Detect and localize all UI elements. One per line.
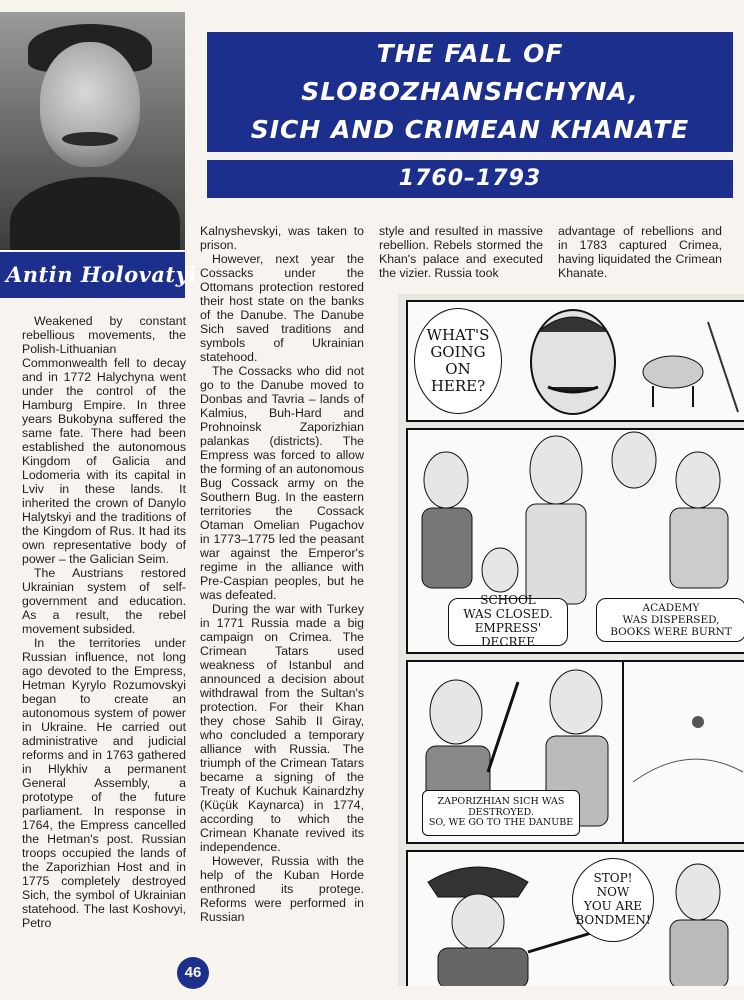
page-number: 46 [177, 957, 209, 989]
bubble-line: WHAT'S [426, 325, 490, 344]
paragraph: style and resulted in massive rebellion. Rebels stormed the Khan's palace and executed the vizier. Russia took [379, 224, 543, 280]
caption-line: WAS DISPERSED, [622, 613, 720, 626]
caption-line: ACADEMY [642, 601, 700, 614]
text-column-2 [200, 224, 364, 940]
caption-line: SO, WE GO TO THE DANUBE [428, 817, 574, 829]
text-column-3 [379, 224, 543, 284]
paragraph: The Austrians restored Ukrainian system of self-government and education. As a result, the rebel movement subsided. [22, 566, 186, 636]
caption-line: EMPRESS' DECREE [474, 621, 542, 649]
caption-line: WAS CLOSED. [463, 607, 553, 622]
bubble-line: GOING [430, 342, 486, 361]
portrait-mustache [62, 132, 118, 146]
date-range: 1760–1793 [207, 160, 733, 198]
paragraph: advantage of rebellions and in 1783 captured Crimea, having liquidated the Crimean Khanate. [558, 224, 722, 280]
bubble-line: YOU ARE [583, 899, 643, 913]
comic-panel-3 [406, 660, 744, 844]
speech-bubble-whats-going-on [414, 308, 502, 414]
portrait-image [0, 12, 185, 250]
caption-academy-dispersed [596, 598, 744, 642]
bubble-line: HERE? [430, 377, 486, 396]
caption-school-closed [448, 593, 568, 649]
bubble-line: NOW [596, 885, 630, 900]
caption-sich-destroyed [422, 790, 580, 836]
title-line-1: THE FALL OF SLOBOZHANSHCHYNA, [301, 39, 639, 106]
text-column-4 [558, 224, 722, 284]
caption-line: BOOKS WERE BURNT [610, 626, 732, 639]
comic-panel-2 [406, 428, 744, 654]
page-title [207, 32, 733, 152]
portrait-collar [10, 177, 180, 250]
paragraph: Kalnyshevskyi, was taken to prison. [200, 224, 364, 252]
paragraph: The Cossacks who did not go to the Danube moved to Donbas and Tavria – lands of Kalmius, Buh-Hard and Prohnoinsk Zaporizhian palankas (districts). The Empress was forced to allow the forming of an autonomous Bug Cossack army on the Southern Bug. In the eastern territories the Cossack Otaman Omelian Pugachov in 1773–1775 led the peasant war against the Emperor's regime in the alliance with Pre-Caspian peoples, but he was defeated. [200, 364, 364, 602]
speech-bubble-stop [572, 858, 654, 942]
paragraph: Weakened by constant rebellious movements, the Polish-Lithuanian Commonwealth fell to decay and in 1772 Halychyna went under the control of the Hamburg Empire. In three years Bukobyna suffered the same fate. There had been established the autonomous Kingdom of Galicia and Lodomeria with its capital in Lviv in these lands. It inherited the crown of Danylo Halytskyi and the traditions of the Kingdom of Rus. It had its own representative body of power – the Galician Seim. [22, 314, 186, 566]
paragraph: During the war with Turkey in 1771 Russia made a big campaign on Crimea. The Crimean Tatars used weakness of Istanbul and announced a decision about withdrawal from the Sultan's protection. For their Khan they chose Sahib II Giray, who concluded a temporary alliance with Russia. The triumph of the Crimean Tatars became a signing of the Treaty of Kuchuk Kainardzhy (Küçük Kaynarca) in 1774, according to which the Crimean Khanate revived its independence. [200, 602, 364, 854]
comic-panel-4 [406, 850, 744, 986]
comic-panel-1 [406, 300, 744, 422]
comic-strip [398, 294, 744, 986]
paragraph: However, Russia with the help of the Kuban Horde enthroned its protege. Reforms were performed in Russian [200, 854, 364, 924]
paragraph: In the territories under Russian influence, not long ago devoted to the Empress, Hetman Kyrylo Rozumovskyi began to create an autonomous system of power in Ukraine. He carried out administrative and judicial reforms and in 1763 gathered in Hlykhiv a permanent General Assembly, a prototype of the future parliament. In response in 1764, the Empress cancelled the Hetman's post. Russian troops occupied the lands of the Zaporizhian Host and in 1775 completely destroyed Sich, the symbol of Ukrainian statehood. The last Koshovyi, Petro [22, 636, 186, 930]
portrait-face [40, 42, 140, 167]
paragraph: However, next year the Cossacks under the Ottomans protection restored their host state on the banks of the Danube. The Danube Sich saved traditions and symbols of Ukrainian statehood. [200, 252, 364, 364]
caption-line: ZAPORIZHIAN SICH WAS [437, 795, 565, 807]
text-column-1 [22, 314, 186, 950]
caption-line: DESTROYED. [468, 806, 534, 818]
caption-line: SCHOOL [480, 593, 536, 608]
bubble-line: ON [445, 360, 471, 378]
title-line-2: SICH AND CRIMEAN KHANATE [250, 115, 690, 144]
bubble-line: STOP! [593, 871, 633, 886]
bubble-line: BONDMEN! [575, 912, 651, 927]
portrait-caption: Antin Holovatyi [0, 252, 185, 298]
